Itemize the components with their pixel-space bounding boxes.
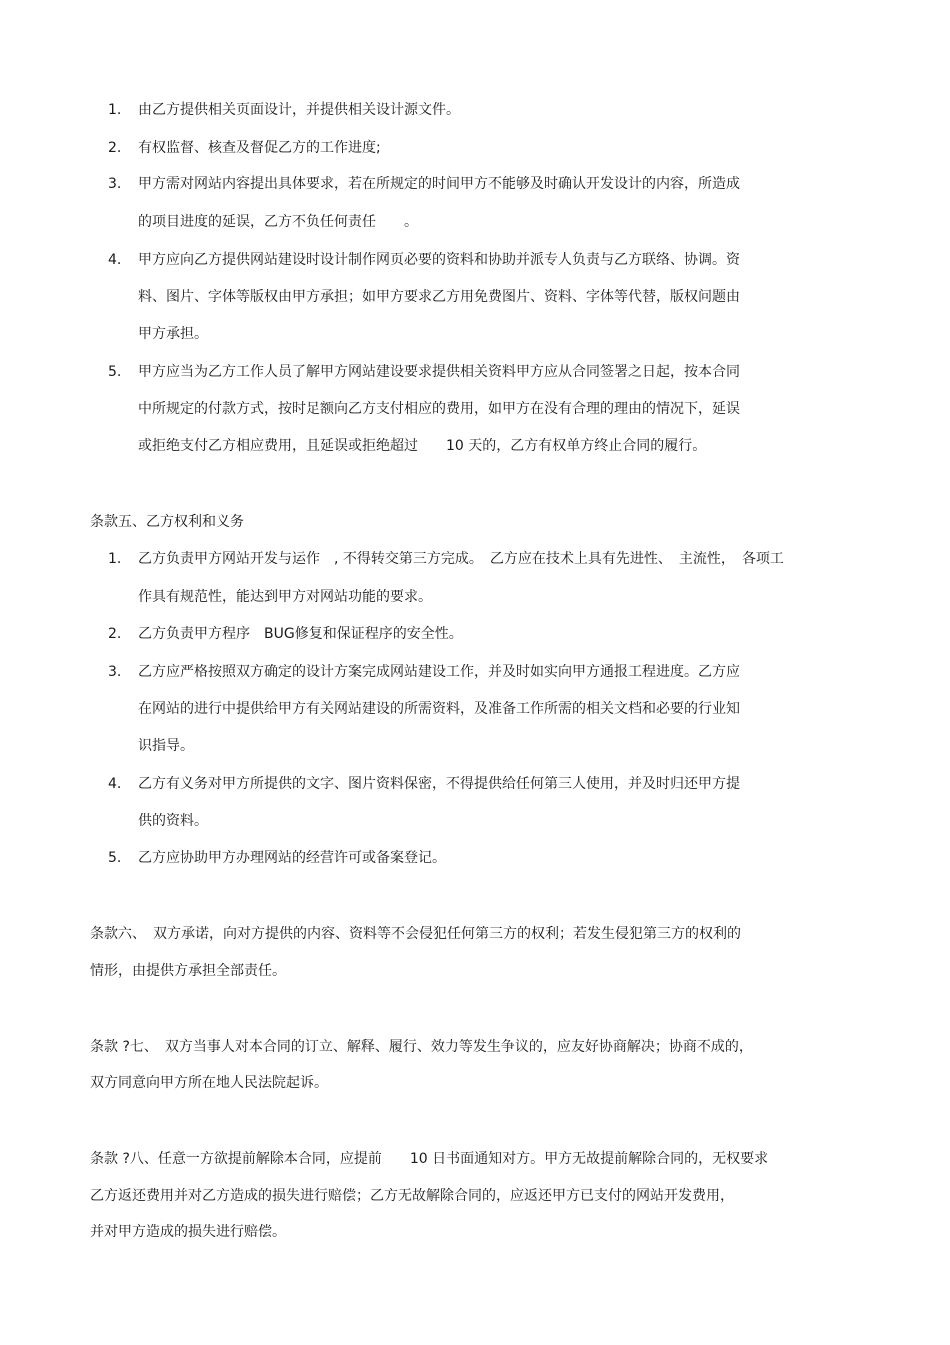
list-item-text: 有权监督、核查及督促乙方的工作进度; — [138, 140, 381, 156]
list-item-text: 乙方有义务对甲方所提供的文字、图片资料保密，不得提供给任何第三人使用，并及时归还甲方提 — [138, 776, 740, 792]
list-item-text: 乙方应协助甲方办理网站的经营许可或备案登记。 — [138, 850, 446, 866]
clause-text: 条款 ?七、 双方当事人对本合同的订立、解释、履行、效力等发生争议的，应友好协商解决；协商不成的， — [90, 1039, 753, 1055]
list-number: 2. — [108, 140, 122, 156]
list-number: 2. — [108, 626, 122, 642]
list-item-text: 乙方负责甲方程序 BUG修复和保证程序的安全性。 — [138, 626, 463, 642]
list-number: 4. — [108, 776, 122, 792]
clause-text: 情形，由提供方承担全部责任。 — [90, 963, 286, 979]
clause-text: 并对甲方造成的损失进行赔偿。 — [90, 1224, 286, 1240]
list-number: 3. — [108, 664, 122, 680]
clause-text: 双方同意向甲方所在地人民法院起诉。 — [90, 1075, 328, 1091]
list-item-text: 由乙方提供相关页面设计，并提供相关设计源文件。 — [138, 102, 460, 118]
list-item-text: 甲方应向乙方提供网站建设时设计制作网页必要的资料和协助并派专人负责与乙方联络、协调。资 — [138, 252, 740, 268]
list-number: 5. — [108, 850, 122, 866]
list-item-text: 或拒绝支付乙方相应费用，且延误或拒绝超过 10 天的，乙方有权单方终止合同的履行。 — [138, 438, 707, 454]
list-item-text: 的项目进度的延误，乙方不负任何责任 。 — [138, 214, 418, 230]
list-number: 3. — [108, 176, 122, 192]
list-number: 5. — [108, 364, 122, 380]
list-item-text: 甲方承担。 — [138, 326, 208, 342]
list-number: 4. — [108, 252, 122, 268]
list-item-text: 中所规定的付款方式，按时足额向乙方支付相应的费用，如甲方在没有合理的理由的情况下，延误 — [138, 401, 740, 417]
list-item-text: 乙方应严格按照双方确定的设计方案完成网站建设工作，并及时如实向甲方通报工程进度。乙方应 — [138, 664, 740, 680]
list-item-text: 乙方负责甲方网站开发与运作 , 不得转交第三方完成。 乙方应在技术上具有先进性、 主流性， 各项工 — [138, 551, 784, 567]
list-number: 1. — [108, 102, 122, 118]
list-item-text: 在网站的进行中提供给甲方有关网站建设的所需资料，及准备工作所需的相关文档和必要的行业知 — [138, 701, 740, 717]
list-item-text: 作具有规范性，能达到甲方对网站功能的要求。 — [138, 589, 432, 605]
list-item-text: 识指导。 — [138, 738, 194, 754]
list-item-text: 甲方需对网站内容提出具体要求，若在所规定的时间甲方不能够及时确认开发设计的内容，所造成 — [138, 176, 740, 192]
list-item-text: 甲方应当为乙方工作人员了解甲方网站建设要求提供相关资料甲方应从合同签署之日起，按本合同 — [138, 364, 740, 380]
clause-text: 乙方返还费用并对乙方造成的损失进行赔偿；乙方无故解除合同的，应返还甲方已支付的网站开发费用， — [90, 1188, 734, 1204]
clause-text: 条款 ?八、任意一方欲提前解除本合同，应提前 10 日书面通知对方。甲方无故提前解除合同的，无权要求 — [90, 1151, 769, 1167]
list-item-text: 供的资料。 — [138, 813, 208, 829]
list-item-text: 料、图片、字体等版权由甲方承担；如甲方要求乙方用免费图片、资料、字体等代替，版权问题由 — [138, 289, 740, 305]
clause-text: 条款六、 双方承诺，向对方提供的内容、资料等不会侵犯任何第三方的权利；若发生侵犯第三方的权利的 — [90, 926, 741, 942]
list-number: 1. — [108, 551, 122, 567]
clause-heading: 条款五、乙方权利和义务 — [90, 514, 244, 530]
